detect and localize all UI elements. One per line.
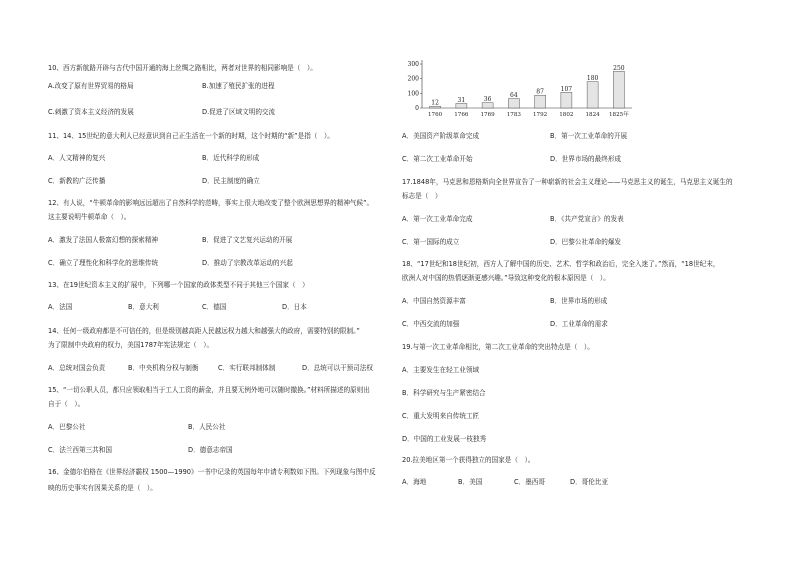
bar-value-label: 180 <box>586 75 599 83</box>
bar-value-label: 12 <box>431 99 439 107</box>
q12-option-c[interactable]: C．确立了理性化和科学化的思维传统 <box>48 259 159 267</box>
q15-option-c[interactable]: C．法兰西第三共和国 <box>48 446 112 454</box>
q16-option-c[interactable]: C．第二次工业革命开始 <box>402 155 473 163</box>
q11-stem: 11、14、15世纪的意大利人已经意识到自己正生活在一个新的时期，这个时期的“新”是指（ ）。 <box>48 132 334 140</box>
x-tick-label: 1792 <box>533 112 548 118</box>
bar-value-label: 87 <box>536 88 544 96</box>
x-tick-label: 1760 <box>428 112 443 118</box>
q18-option-a[interactable]: A．中国自然资源丰富 <box>402 297 466 305</box>
bar-value-label: 64 <box>510 92 518 100</box>
q16-option-a[interactable]: A．美国资产阶级革命完成 <box>402 132 480 140</box>
q17-option-c[interactable]: C．第一国际的成立 <box>402 238 460 246</box>
q17-stem-line1: 17.1848年，马克思和恩格斯向全世界宣告了一种崭新的社会主义理论——马克思主义的诞生，马克思主义诞生的 <box>402 178 733 186</box>
bar <box>482 103 493 108</box>
q14-option-c[interactable]: C．实行联邦制体制 <box>218 364 276 372</box>
q12-option-b[interactable]: B．促进了文艺复兴运动的开展 <box>202 236 293 244</box>
q14-option-d[interactable]: D．总统可以干预司法权 <box>302 364 374 372</box>
q19-stem: 19.与第一次工业革命相比，第二次工业革命的突出特点是（ ）。 <box>402 343 594 351</box>
q13-option-d[interactable]: D．日本 <box>282 303 307 311</box>
y-tick-label: 100 <box>407 90 419 98</box>
q17-option-d[interactable]: D．巴黎公社革命的爆发 <box>550 238 622 246</box>
x-tick-label: 1766 <box>454 112 469 118</box>
q18-stem-line1: 18、“17世纪和18世纪初，西方人了解中国的历史、艺术、哲学和政治后，完全入迷了。”然而，“18世纪末， <box>402 260 720 268</box>
q20-stem: 20.拉美地区第一个获得独立的国家是（ ）。 <box>402 456 535 464</box>
q19-option-d[interactable]: D．中国的工业发展一枝独秀 <box>402 435 487 443</box>
q10-option-d[interactable]: D.促进了区域文明的交流 <box>202 108 276 116</box>
q15-stem-line2: 自于（ ）。 <box>48 400 85 408</box>
q14-option-a[interactable]: A．总统对国会负责 <box>48 364 106 372</box>
q19-option-b[interactable]: B．科学研究与生产紧密结合 <box>402 389 486 397</box>
q15-option-a[interactable]: A．巴黎公社 <box>48 423 86 431</box>
q15-option-b[interactable]: B．人民公社 <box>188 423 226 431</box>
y-tick-label: 200 <box>407 75 419 83</box>
patent-bar-chart <box>400 58 640 120</box>
q10-stem: 10、西方新航路开辟与古代中国开通的海上丝绸之路相比，两者对世界的相同影响是（ ）。 <box>48 64 317 72</box>
q12-option-a[interactable]: A．激发了法国人极富幻想的探索精神 <box>48 236 159 244</box>
y-tick-label: 300 <box>407 61 419 68</box>
q20-option-a[interactable]: A．海地 <box>402 478 427 486</box>
bar-value-label: 107 <box>560 85 573 93</box>
y-tick-label: 0 <box>415 105 419 112</box>
q15-stem-line1: 15、“一切公职人员，都只应领取相当于工人工资的薪金，并且要无例外地可以随时撤换。”材料所描述的原则出 <box>48 386 370 394</box>
q11-option-b[interactable]: B．近代科学的形成 <box>202 154 260 162</box>
x-tick-label: 1802 <box>559 112 574 118</box>
q16-option-d[interactable]: D．世界市场的最终形成 <box>550 155 622 163</box>
q18-option-c[interactable]: C．中西交流的加强 <box>402 320 460 328</box>
q13-option-b[interactable]: B．意大利 <box>128 303 159 311</box>
q11-option-c[interactable]: C．新教的广泛传播 <box>48 177 106 185</box>
q18-option-d[interactable]: D．工业革命的需求 <box>550 320 608 328</box>
bar-value-label: 31 <box>457 96 466 104</box>
x-tick-label: 1783 <box>506 112 521 118</box>
q18-stem-line2: 欧洲人对中国的热情逐渐更感兴趣。”导致这种变化的根本原因是（ ）。 <box>402 274 610 282</box>
q17-option-a[interactable]: A．第一次工业革命完成 <box>402 215 473 223</box>
q10-option-b[interactable]: B.加速了殖民扩张的进程 <box>202 82 275 90</box>
q13-option-c[interactable]: C．德国 <box>202 303 227 311</box>
bar <box>587 82 598 108</box>
q18-option-b[interactable]: B．世界市场的形成 <box>550 297 608 305</box>
q12-stem-line2: 这主要说明牛顿革命（ ）。 <box>48 213 131 221</box>
q16-stem-line2: 映的历史事实有因果关系的是（ ）。 <box>48 484 157 492</box>
x-tick-label: 1769 <box>480 112 495 118</box>
x-tick-label: 1824 <box>585 112 600 118</box>
q17-option-b[interactable]: B．《共产党宣言》的发表 <box>550 215 624 223</box>
q10-option-c[interactable]: C.刺激了资本主义经济的发展 <box>48 108 134 116</box>
bar <box>613 71 624 108</box>
q17-stem-line2: 标志是（ ） <box>402 192 442 200</box>
q20-option-b[interactable]: B．美国 <box>458 478 483 486</box>
q19-option-a[interactable]: A．主要发生在轻工业领域 <box>402 366 480 374</box>
bar <box>508 99 519 108</box>
q20-option-c[interactable]: C．墨西哥 <box>514 478 545 486</box>
bar-value-label: 250 <box>613 64 625 72</box>
bar <box>456 103 467 108</box>
q11-option-d[interactable]: D．民主制度的确立 <box>202 177 260 185</box>
q20-option-d[interactable]: D．哥伦比亚 <box>570 478 609 486</box>
q14-stem-line1: 14、任何一级政府都是不可信任的，但是级别越高距人民越远权力越大和越强大的政府，需要特别的限制。” <box>48 327 360 335</box>
q12-option-d[interactable]: D．推动了宗教改革运动的兴起 <box>202 259 293 267</box>
q15-option-d[interactable]: D．德意志帝国 <box>188 446 233 454</box>
q13-option-a[interactable]: A．法国 <box>48 303 73 311</box>
q14-option-b[interactable]: B．中央机构分权与制衡 <box>128 364 199 372</box>
q19-option-c[interactable]: C．重大发明来自传统工匠 <box>402 412 480 420</box>
q12-stem-line1: 12、有人说，“牛顿革命的影响远远超出了自然科学的范畴，事实上很大地改变了整个欧洲思想界的精神气候”。 <box>48 199 374 207</box>
q10-option-a[interactable]: A.改变了原有世界贸易的格局 <box>48 82 134 90</box>
q14-stem-line2: 为了限制中央政府的权力，美国1787年宪法规定（ ）。 <box>48 341 214 349</box>
bar-value-label: 36 <box>483 96 492 104</box>
bar <box>535 95 546 108</box>
q16-option-b[interactable]: B．第一次工业革命的开展 <box>550 132 628 140</box>
chart-labels <box>428 65 629 118</box>
bar <box>561 92 572 108</box>
q13-stem: 13、在19世纪资本主义的扩展中，下列哪一个国家的政体类型不同于其他三个国家（ ） <box>48 281 309 289</box>
q11-option-a[interactable]: A．人文精神的复兴 <box>48 154 106 162</box>
q16-stem-line1: 16、金德尔伯格在《世界经济霸权 1500—1990》一书中记录的英国每年申请专利数如下图。下列现象与图中反 <box>48 468 376 476</box>
x-tick-label: 1825年 <box>608 112 629 118</box>
